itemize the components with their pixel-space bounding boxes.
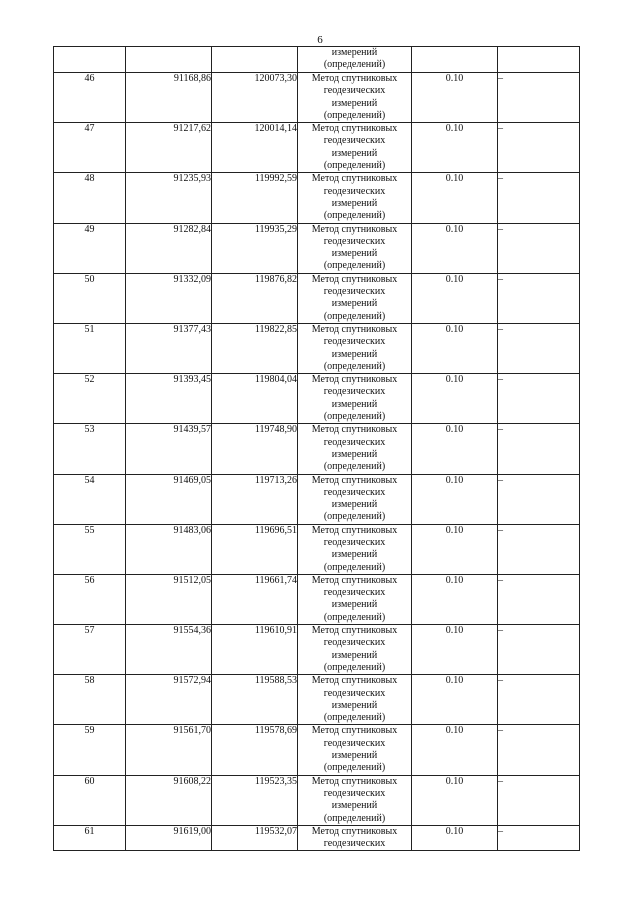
cell-accuracy: 0.10 [412,675,498,725]
method-line: геодезических [323,486,386,498]
method-line: (определений) [323,461,386,473]
cell-y-coordinate: 119876,82 [212,273,298,323]
cell-x-coordinate: 91393,45 [126,374,212,424]
cell-y-coordinate: 119804,04 [212,374,298,424]
method-line: геодезических [323,787,386,799]
table-row [54,625,580,675]
method-line: геодезических [323,838,386,850]
method-line: (определений) [323,260,386,272]
method-line: измерений [331,97,378,109]
cell-accuracy: 0.10 [412,173,498,223]
cell-method [298,725,412,775]
method-line: измерений [331,649,378,661]
method-line: (определений) [323,59,386,71]
cell-method [298,825,412,851]
table-row [54,123,580,173]
method-line: Метод спутниковых [311,223,398,235]
table-row [54,73,580,123]
cell-x-coordinate: 91235,93 [126,173,212,223]
method-line: (определений) [323,511,386,523]
cell-note: – [498,273,580,323]
method-line: (определений) [323,360,386,372]
cell-y-coordinate: 119992,59 [212,173,298,223]
cell-y-coordinate: 119696,51 [212,524,298,574]
method-line: геодезических [323,637,386,649]
continuation-row [54,47,580,73]
cell-accuracy: 0.10 [412,474,498,524]
cell-x-coordinate: 91168,86 [126,73,212,123]
method-line: Метод спутниковых [311,825,398,837]
table-row [54,825,580,851]
cell-accuracy: 0.10 [412,374,498,424]
method-line: измерений [331,398,378,410]
method-line: Метод спутниковых [311,775,398,787]
cell-y-coordinate: 119532,07 [212,825,298,851]
method-line: геодезических [323,135,386,147]
method-line: геодезических [323,336,386,348]
page-number: 6 [317,34,323,46]
method-line: (определений) [323,210,386,222]
method-line: измерений [331,599,378,611]
cell-method [298,625,412,675]
cell-note: – [498,223,580,273]
method-line: Метод спутниковых [311,574,398,586]
cell-x-coordinate: 91483,06 [126,524,212,574]
method-line: Метод спутниковых [311,625,398,637]
cell-point-number: 50 [54,273,126,323]
cell-x-coordinate: 91217,62 [126,123,212,173]
method-line: измерений [331,499,378,511]
method-line: геодезических [323,286,386,298]
cell-note: – [498,474,580,524]
cell-note: – [498,374,580,424]
cell-y-coordinate: 119588,53 [212,675,298,725]
cell-note: – [498,574,580,624]
table-row [54,574,580,624]
method-line: (определений) [323,109,386,121]
cell-y-coordinate: 119748,90 [212,424,298,474]
table-row [54,374,580,424]
cell-accuracy: 0.10 [412,223,498,273]
cell-point-number: 53 [54,424,126,474]
coordinates-table [53,46,580,851]
cell-method [298,474,412,524]
table-row [54,223,580,273]
method-line: измерений [331,750,378,762]
cell-point-number: 59 [54,725,126,775]
method-line: (определений) [323,661,386,673]
method-line: (определений) [323,611,386,623]
cell-method [298,675,412,725]
cell-x-coordinate: 91439,57 [126,424,212,474]
table-row [54,474,580,524]
cell-x-coordinate: 91282,84 [126,223,212,273]
cell-point-number: 51 [54,323,126,373]
cell-accuracy: 0.10 [412,524,498,574]
method-line: измерений [331,348,378,360]
table-row [54,725,580,775]
cell-method [298,323,412,373]
method-line: (определений) [323,762,386,774]
method-line: геодезических [323,185,386,197]
cell-note: – [498,825,580,851]
method-line: геодезических [323,235,386,247]
cell-method [298,273,412,323]
cell-x [126,47,212,73]
cell-y-coordinate: 119610,91 [212,625,298,675]
table-row [54,424,580,474]
cell-accuracy: 0.10 [412,73,498,123]
method-line: измерений [331,549,378,561]
method-line: (определений) [323,160,386,172]
cell-point-number: 46 [54,73,126,123]
cell-accuracy: 0.10 [412,725,498,775]
cell-y-coordinate: 120073,30 [212,73,298,123]
cell-accuracy: 0.10 [412,123,498,173]
method-line: (определений) [323,712,386,724]
method-line: Метод спутниковых [311,374,398,386]
cell-y-coordinate: 119523,35 [212,775,298,825]
method-line: Метод спутниковых [311,273,398,285]
table-row [54,775,580,825]
cell-y-coordinate: 119713,26 [212,474,298,524]
method-line: измерений [331,699,378,711]
cell-method [298,524,412,574]
method-line: Метод спутниковых [311,725,398,737]
cell-x-coordinate: 91554,36 [126,625,212,675]
cell-point-number: 48 [54,173,126,223]
table-row [54,323,580,373]
method-line: геодезических [323,386,386,398]
cell-x-coordinate: 91608,22 [126,775,212,825]
cell-point-number: 56 [54,574,126,624]
method-line: геодезических [323,436,386,448]
cell-point-number: 57 [54,625,126,675]
method-line: Метод спутниковых [311,474,398,486]
cell-point-number: 55 [54,524,126,574]
cell-note: – [498,524,580,574]
method-line: Метод спутниковых [311,524,398,536]
method-line: (определений) [323,310,386,322]
cell-point-number: 60 [54,775,126,825]
cell-note: – [498,323,580,373]
cell-method [298,374,412,424]
cell-x-coordinate: 91469,05 [126,474,212,524]
method-line: (определений) [323,561,386,573]
method-line: (определений) [323,812,386,824]
method-line: Метод спутниковых [311,424,398,436]
cell-point-number: 61 [54,825,126,851]
cell-x-coordinate: 91561,70 [126,725,212,775]
cell-point-number: 54 [54,474,126,524]
method-line: Метод спутниковых [311,323,398,335]
cell-accuracy: 0.10 [412,775,498,825]
cell-accuracy: 0.10 [412,574,498,624]
cell-note: – [498,725,580,775]
cell-x-coordinate: 91572,94 [126,675,212,725]
method-line: измерений [331,800,378,812]
method-line: Метод спутниковых [311,173,398,185]
cell-method [298,775,412,825]
cell-y-coordinate: 119822,85 [212,323,298,373]
method-line: геодезических [323,587,386,599]
table-row [54,675,580,725]
method-line: Метод спутниковых [311,73,398,84]
method-line: геодезических [323,85,386,97]
cell-point-number: 47 [54,123,126,173]
cell-num [54,47,126,73]
cell-point-number: 52 [54,374,126,424]
table-row [54,273,580,323]
cell-x-coordinate: 91332,09 [126,273,212,323]
method-line: Метод спутниковых [311,123,398,135]
cell-point-number: 49 [54,223,126,273]
cell-y-coordinate: 119935,29 [212,223,298,273]
cell-accuracy: 0.10 [412,424,498,474]
table-row [54,173,580,223]
method-line: измерений [331,197,378,209]
cell-y [212,47,298,73]
cell-y-coordinate: 119661,74 [212,574,298,624]
cell-note: – [498,73,580,123]
method-line: геодезических [323,536,386,548]
method-line: измерений [331,47,378,58]
cell-note [498,47,580,73]
cell-note: – [498,775,580,825]
cell-accuracy: 0.10 [412,323,498,373]
cell-note: – [498,424,580,474]
cell-accuracy: 0.10 [412,273,498,323]
method-line: измерений [331,248,378,260]
cell-method [298,47,412,73]
table-body [54,47,580,851]
cell-method [298,574,412,624]
cell-x-coordinate: 91619,00 [126,825,212,851]
method-line: геодезических [323,687,386,699]
cell-note: – [498,675,580,725]
cell-y-coordinate: 120014,14 [212,123,298,173]
cell-x-coordinate: 91377,43 [126,323,212,373]
cell-point-number: 58 [54,675,126,725]
method-line: измерений [331,448,378,460]
method-line: измерений [331,147,378,159]
cell-accuracy: 0.10 [412,625,498,675]
cell-method [298,123,412,173]
cell-note: – [498,173,580,223]
cell-method [298,223,412,273]
method-line: Метод спутниковых [311,675,398,687]
cell-y-coordinate: 119578,69 [212,725,298,775]
method-line: геодезических [323,737,386,749]
cell-accuracy [412,47,498,73]
method-line: измерений [331,298,378,310]
cell-method [298,173,412,223]
cell-note: – [498,625,580,675]
cell-note: – [498,123,580,173]
method-line: (определений) [323,411,386,423]
cell-accuracy: 0.10 [412,825,498,851]
cell-method [298,73,412,123]
cell-method [298,424,412,474]
table-row [54,524,580,574]
cell-x-coordinate: 91512,05 [126,574,212,624]
